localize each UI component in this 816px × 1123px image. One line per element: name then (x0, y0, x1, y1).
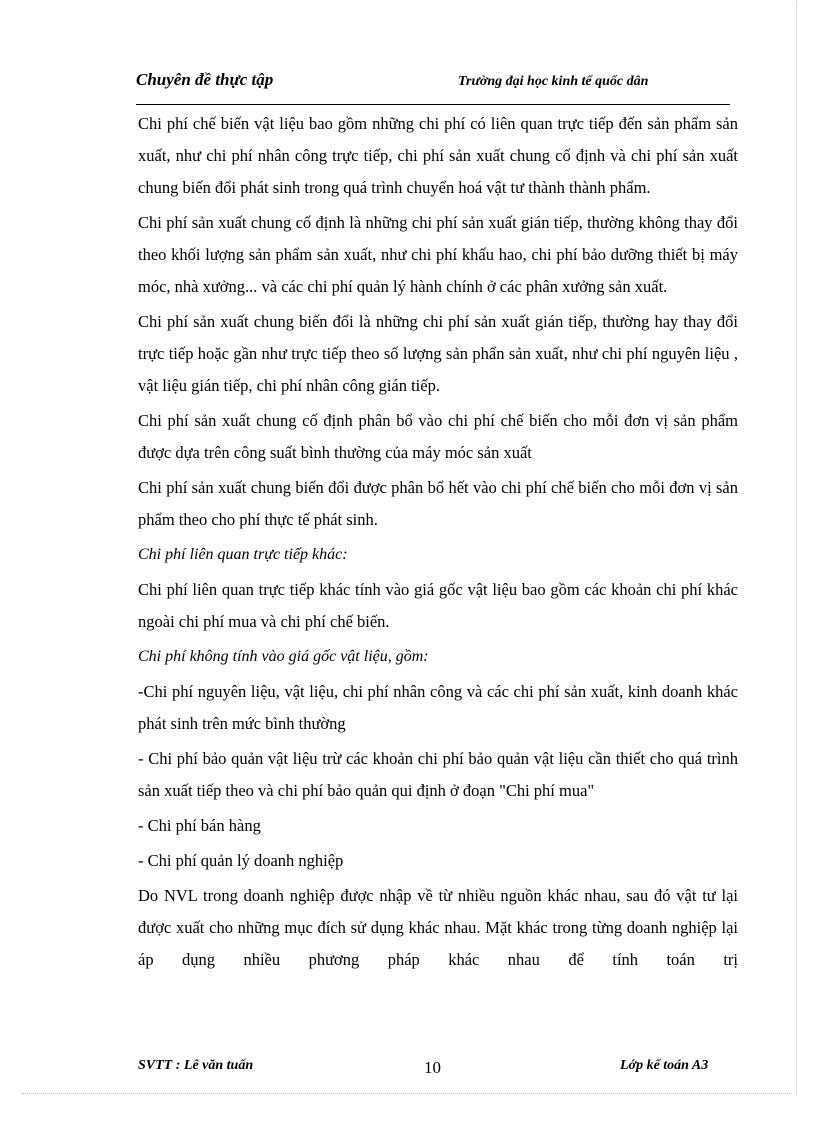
header-divider (136, 104, 730, 105)
list-item-admin-costs: - Chi phí quản lý doanh nghiệp (138, 851, 344, 870)
list-item-selling-costs: - Chi phí bán hàng (138, 816, 261, 835)
page-number: 10 (424, 1058, 441, 1077)
footer-class: Lớp kế toán A3 (620, 1058, 709, 1073)
page-bottom-edge (22, 1093, 792, 1094)
paragraph-other-direct-costs: Chi phí liên quan trực tiếp khác tính vào giá gốc vật liệu bao gồm các khoản chi phí khác ngoài chi phí mua và chi phí chế biến. (138, 580, 738, 631)
paragraph-variable-overhead: Chi phí sản xuất chung biến đổi là những chi phí sản xuất gián tiếp, thường hay thay đổi trực tiếp hoặc gần như trực tiếp theo số lượng sản phẩn sản xuất, như chi phí nguyên liệu , vật liệu gián tiếp, chi phí nhân công gián tiếp. (138, 312, 738, 395)
paragraph-material-sources: Do NVL trong doanh nghiệp được nhập về từ nhiều nguồn khác nhau, sau đó vật tư lại được xuất cho những mục đích sử dụng khác nhau. Mặt khác trong từng doanh nghiệp lại áp dụng nhiều phương pháp khác nhau để tính toán trị (138, 886, 738, 969)
heading-excluded-costs: Chi phí không tính vào giá gốc vật liệu, gồm: (138, 648, 429, 665)
paragraph-variable-allocation: Chi phí sản xuất chung biến đổi được phân bổ hết vào chi phí chế biến cho mỗi đơn vị sản phẩm theo cho phí thực tế phát sinh. (138, 478, 738, 529)
document-body (138, 108, 738, 979)
footer-student: SVTT : Lê văn tuấn (138, 1058, 254, 1073)
paragraph-fixed-overhead: Chi phí sản xuất chung cố định là những chi phí sản xuất gián tiếp, thường không thay đổi theo khối lượng sản phẩm sản xuất, như chi phí khấu hao, chi phí bảo dưỡng thiết bị máy móc, nhà xưởng... và các chi phí quản lý hành chính ở các phân xưởng sản xuất. (138, 213, 738, 296)
header-title-left: Chuyên đề thực tập (136, 70, 274, 89)
paragraph-processing-cost: Chi phí chế biến vật liệu bao gồm những chi phí có liên quan trực tiếp đến sản phẩm sản xuất, như chi phí nhân công trực tiếp, chi phí sản xuất chung cố định và chi phí sản xuất chung biến đổi phát sinh trong quá trình chuyển hoá vật tư thành thành phẩm. (138, 114, 738, 197)
paragraph-fixed-allocation: Chi phí sản xuất chung cố định phân bổ vào chi phí chế biến cho mỗi đơn vị sản phẩm được dựa trên công suất bình thường của máy móc sản xuất (138, 411, 738, 462)
list-item-abnormal-costs: -Chi phí nguyên liệu, vật liệu, chi phí nhân công và các chi phí sản xuất, kinh doanh khác phát sinh trên mức bình thường (138, 682, 738, 733)
header-title-right: Trường đại học kinh tế quốc dân (458, 74, 649, 89)
list-item-storage-costs: - Chi phí bảo quản vật liệu trừ các khoản chi phí bảo quản vật liệu cần thiết cho quá trình sản xuất tiếp theo và chi phí bảo quản qui định ở đoạn "Chi phí mua" (138, 749, 738, 800)
heading-other-direct-costs: Chi phí liên quan trực tiếp khác: (138, 546, 348, 563)
page-right-edge (796, 0, 797, 1094)
